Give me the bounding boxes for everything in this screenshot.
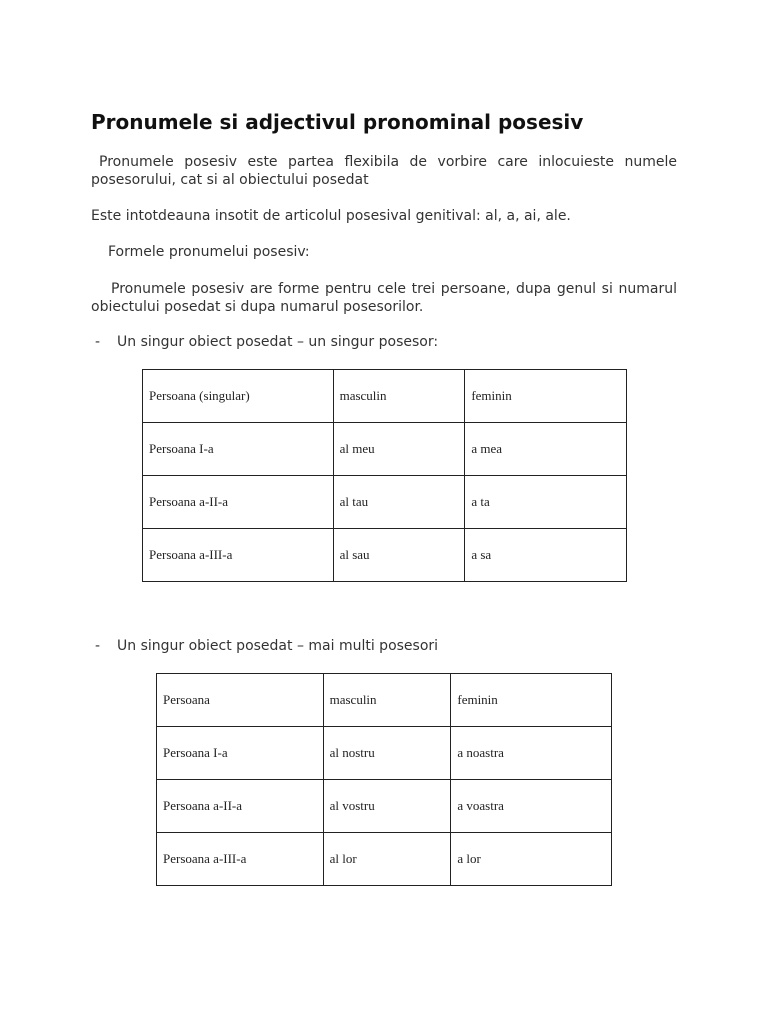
table-cell: Persoana a-II-a: [157, 780, 324, 833]
table-cell: al sau: [333, 529, 465, 582]
table-header-cell: masculin: [323, 674, 451, 727]
table-header-cell: feminin: [451, 674, 612, 727]
table-cell: al vostru: [323, 780, 451, 833]
paragraph-definition: Pronumele posesiv este partea flexibila de vorbire care inlocuieste numele posesorului, cat si al obiectului posedat: [91, 154, 677, 188]
table-header-cell: masculin: [333, 370, 465, 423]
table-cell: Persoana a-II-a: [143, 476, 334, 529]
table-header-row: [143, 370, 627, 423]
bullet-dash: -: [95, 334, 101, 350]
table-cell: a lor: [451, 833, 612, 886]
table-cell: a voastra: [451, 780, 612, 833]
section-heading-text: Un singur obiect posedat – un singur posesor:: [117, 334, 439, 350]
table-cell: a mea: [465, 423, 627, 476]
paragraph-forms-heading: Formele pronumelui posesiv:: [108, 244, 310, 260]
table-row: [157, 833, 612, 886]
section-heading-text: Un singur obiect posedat – mai multi posesori: [117, 638, 439, 654]
table-cell: Persoana a-III-a: [157, 833, 324, 886]
table-header-cell: Persoana (singular): [143, 370, 334, 423]
table-cell: al nostru: [323, 727, 451, 780]
table-cell: a noastra: [451, 727, 612, 780]
table-cell: al tau: [333, 476, 465, 529]
bullet-dash: -: [95, 638, 101, 654]
table-cell: a sa: [465, 529, 627, 582]
table-row: [157, 780, 612, 833]
table-row: [143, 529, 627, 582]
table-header-cell: Persoana: [157, 674, 324, 727]
document-title: Pronumele si adjectivul pronominal posesiv: [91, 110, 584, 134]
table-cell: a ta: [465, 476, 627, 529]
table-row: [157, 727, 612, 780]
table-cell: al lor: [323, 833, 451, 886]
table-cell: Persoana I-a: [157, 727, 324, 780]
section-heading-multiple-possessors: [95, 637, 438, 655]
table-header-cell: feminin: [465, 370, 627, 423]
table-header-row: [157, 674, 612, 727]
table-cell: al meu: [333, 423, 465, 476]
table-multiple-possessors: [156, 673, 612, 886]
table-cell: Persoana I-a: [143, 423, 334, 476]
table-cell: Persoana a-III-a: [143, 529, 334, 582]
paragraph-article: Este intotdeauna insotit de articolul posesival genitival: al, a, ai, ale.: [91, 208, 571, 224]
table-row: [143, 476, 627, 529]
table-one-possessor: [142, 369, 627, 582]
section-heading-one-possessor: [95, 333, 438, 351]
paragraph-forms-description: Pronumele posesiv are forme pentru cele trei persoane, dupa genul si numarul obiectului posedat si dupa numarul posesorilor.: [91, 281, 677, 315]
table-row: [143, 423, 627, 476]
